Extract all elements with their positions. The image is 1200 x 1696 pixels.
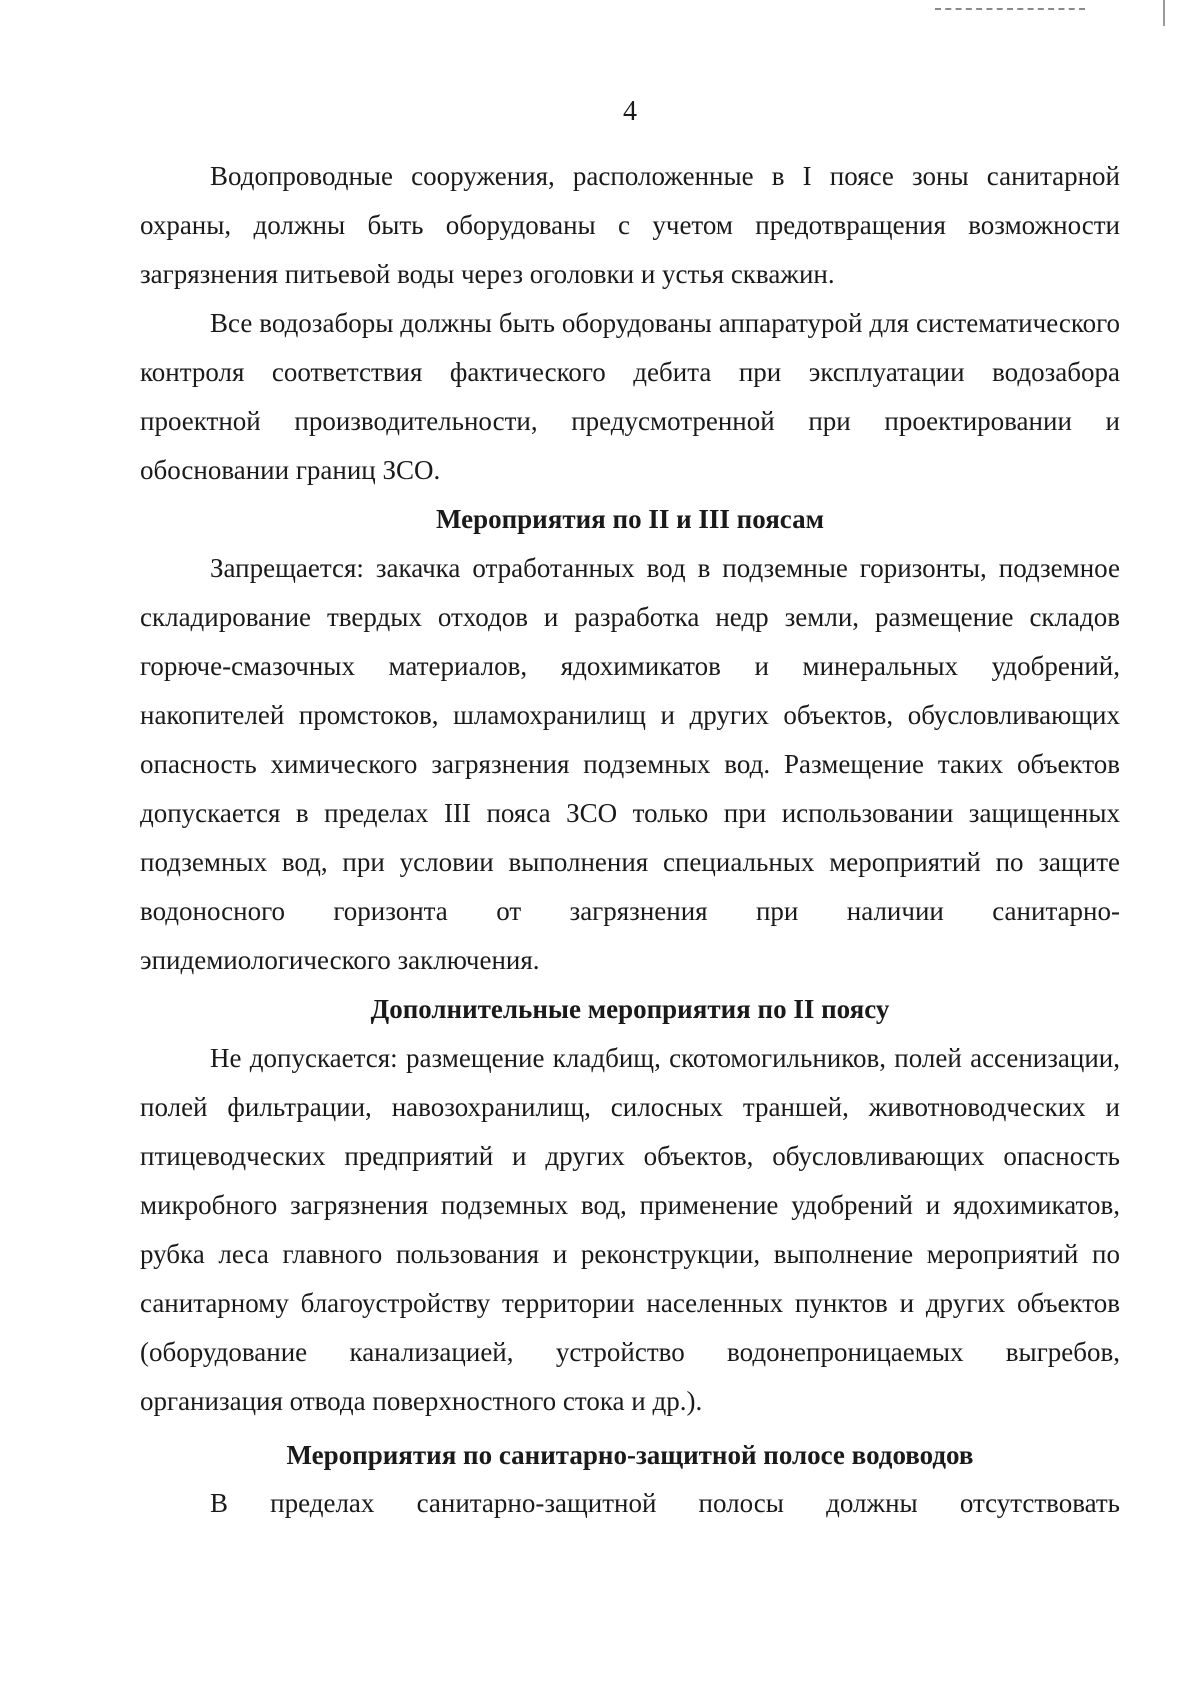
scan-edge-line bbox=[1163, 0, 1165, 26]
paragraph-sanitary-strip: В пределах санитарно-защитной полосы должны отсутствовать bbox=[210, 1488, 1120, 1518]
page-number: 4 bbox=[623, 96, 637, 127]
scan-edge-dashes bbox=[935, 8, 1085, 10]
paragraph-not-allowed: Не допускается: размещение кладбищ, скотомогильников, полей ассенизации, полей фильтрации, навозохранилищ, силосных траншей, животноводческих и птицеводческих предприятий и других объектов, обусловливающих опасность микробного загрязнения подземных вод, применение удобрений и ядохимикатов, рубка леса главного пользования и реконструкции, выполнение мероприятий по санитарному благоустройству территории населенных пунктов и других объектов (оборудование канализацией, устройство водонепроницаемых выгребов, организация отвода поверхностного стока и др.). bbox=[140, 1043, 1120, 1416]
paragraph-water-structures: Водопроводные сооружения, расположенные в I поясе зоны санитарной охраны, должны быть оборудованы с учетом предотвращения возможности загрязнения питьевой воды через оголовки и устья скважин. bbox=[140, 161, 1120, 289]
document-body bbox=[140, 152, 1120, 1528]
heading-belt-2-additional: Дополнительные мероприятия по II поясу bbox=[370, 994, 890, 1024]
paragraph-prohibited: Запрещается: закачка отработанных вод в подземные горизонты, подземное складирование твердых отходов и разработка недр земли, размещение складов горюче-смазочных материалов, ядохимикатов и минеральных удобрений, накопителей промстоков, шламохранилищ и других объектов, обусловливающих опасность химического загрязнения подземных вод. Размещение таких объектов допускается в пределах III пояса ЗСО только при использовании защищенных подземных вод, при условии выполнения специальных мероприятий по защите водоносного горизонта от загрязнения при наличии санитарно-эпидемиологического заключения. bbox=[140, 553, 1120, 975]
paragraph-water-intakes: Все водозаборы должны быть оборудованы аппаратурой для систематического контроля соответствия фактического дебита при эксплуатации водозабора проектной производительности, предусмотренной при проектировании и обосновании границ ЗСО. bbox=[140, 308, 1120, 485]
heading-sanitary-strip: Мероприятия по санитарно-защитной полосе водоводов bbox=[286, 1440, 974, 1470]
heading-belts-2-3: Мероприятия по II и III поясам bbox=[435, 504, 825, 534]
